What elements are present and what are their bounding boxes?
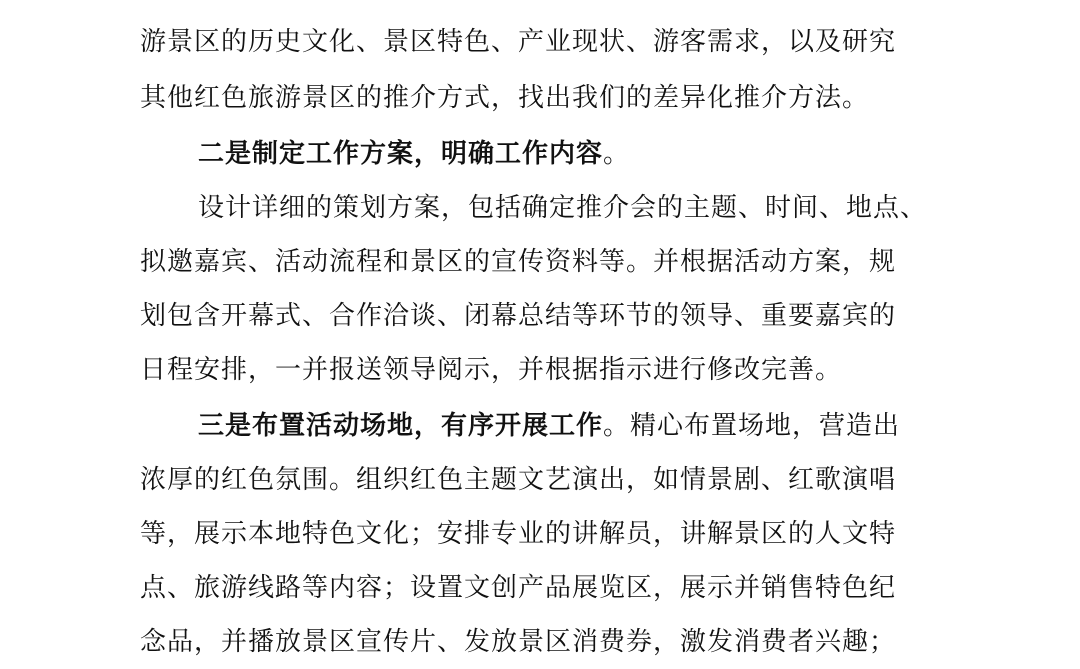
paragraph-line: 其他红色旅游景区的推介方式，找出我们的差异化推介方法。: [140, 83, 870, 113]
section-heading-2: [198, 136, 1018, 172]
section-heading-3: [198, 408, 1018, 444]
paragraph-line: 划包含开幕式、合作洽谈、闭幕总结等环节的领导、重要嘉宾的: [140, 301, 897, 331]
paragraph-line: 点、旅游线路等内容；设置文创产品展览区，展示并销售特色纪: [140, 573, 897, 603]
section-heading-3-text: 三是布置活动场地，有序开展工作: [198, 411, 604, 441]
section-heading-2-punct: 。: [603, 139, 631, 169]
paragraph-line: 游景区的历史文化、景区特色、产业现状、游客需求，以及研究: [140, 27, 897, 57]
paragraph-line: 浓厚的红色氛围。组织红色主题文艺演出，如情景剧、红歌演唱: [140, 465, 897, 495]
paragraph-line: 等，展示本地特色文化；安排专业的讲解员，讲解景区的人文特: [140, 519, 897, 549]
paragraph-line: 拟邀嘉宾、活动流程和景区的宣传资料等。并根据活动方案，规: [140, 247, 897, 277]
section-heading-2-text: 二是制定工作方案，明确工作内容: [198, 139, 604, 169]
paragraph-line: 设计详细的策划方案，包括确定推介会的主题、时间、地点、: [198, 193, 928, 223]
section-heading-3-rest: 。精心布置场地，营造出: [603, 411, 901, 441]
paragraph-line: 念品，并播放景区宣传片、发放景区消费券，激发消费者兴趣；: [140, 627, 897, 657]
paragraph-line: 日程安排，一并报送领导阅示，并根据指示进行修改完善。: [140, 355, 843, 385]
